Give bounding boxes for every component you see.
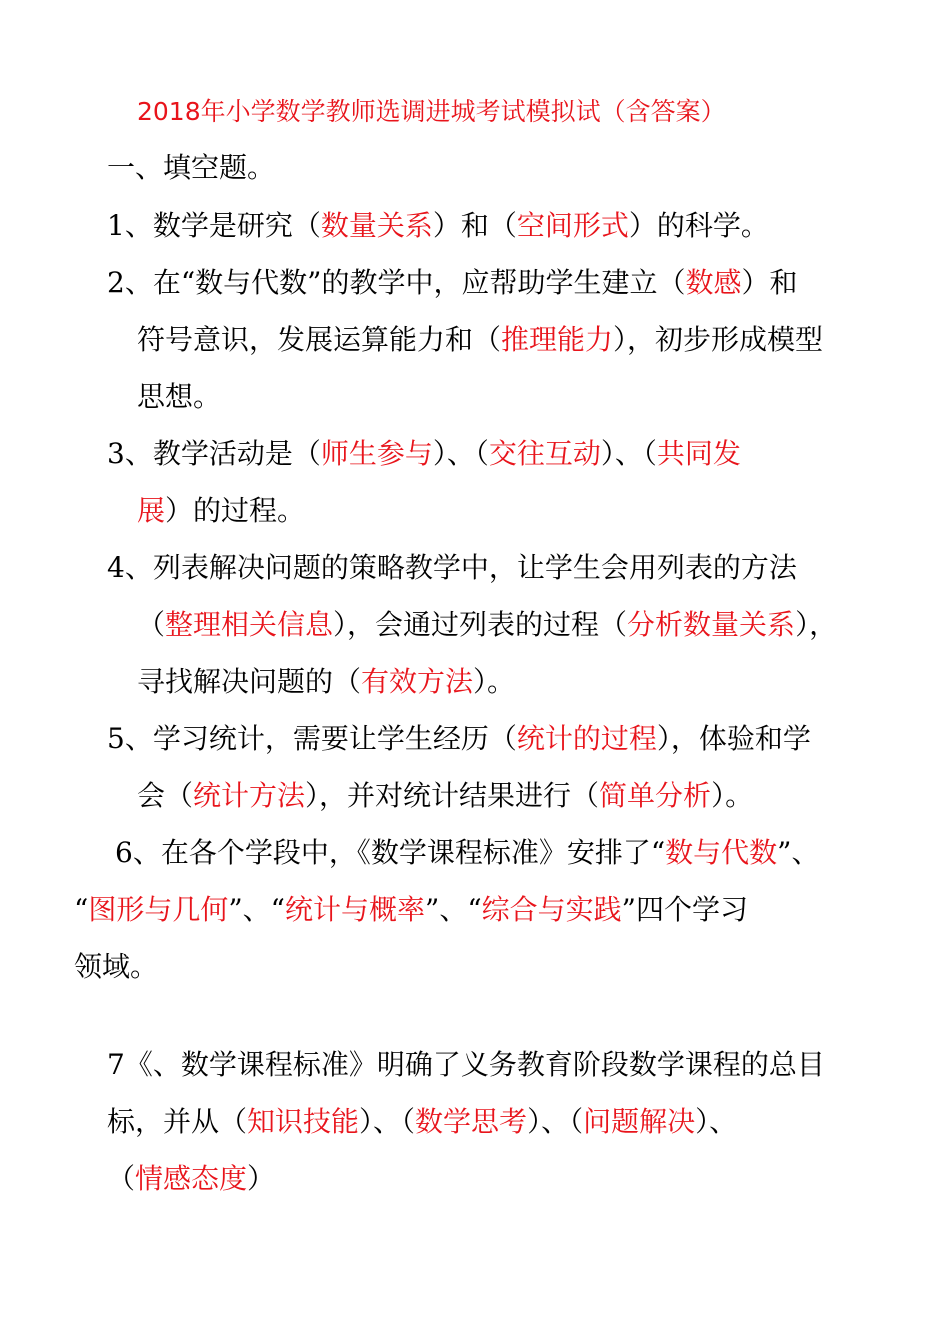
- q5-text: 会（: [137, 779, 194, 812]
- question-3-line-2: [137, 493, 305, 529]
- q5-answer-2: 统计方法: [193, 779, 306, 812]
- question-2-line-3: 思想。: [137, 380, 222, 413]
- question-4-line-3: [137, 664, 515, 700]
- q3-text: ）的过程。: [165, 494, 306, 527]
- question-1: [107, 208, 769, 244]
- q5-text: ），体验和学: [656, 722, 811, 755]
- q1-text-b: ）和（: [432, 209, 517, 242]
- question-7-line-3: [107, 1161, 275, 1197]
- q3-answer-1: 师生参与: [320, 437, 433, 470]
- q3-text: ）、（: [432, 437, 489, 470]
- question-5-line-2: [137, 778, 753, 814]
- section-heading: 一、填空题。: [107, 151, 276, 184]
- q6-answer-3: 统计与概率: [284, 893, 425, 926]
- q7-answer-1: 知识技能: [247, 1105, 360, 1138]
- q6-text: ”、“: [228, 893, 285, 926]
- q3-text: 3、教学活动是（: [107, 437, 321, 470]
- q5-answer-1: 统计的过程: [516, 722, 657, 755]
- question-6-line-3: 领域。: [74, 950, 159, 983]
- question-6-line-1: [115, 835, 819, 871]
- question-3-line-1: [107, 436, 741, 472]
- q7-answer-2: 数学思考: [415, 1105, 528, 1138]
- q3-answer-3: 共同发: [656, 437, 741, 470]
- q4-answer-3: 有效方法: [361, 665, 474, 698]
- q4-text: ），: [795, 608, 838, 641]
- q4-text: ），会通过列表的过程（: [333, 608, 628, 641]
- q7-answer-4: 情感态度: [135, 1162, 248, 1195]
- q4-text: ）。: [473, 665, 516, 698]
- q2-text: 符号意识，发展运算能力和（: [137, 323, 502, 356]
- q4-text: （: [137, 608, 166, 641]
- page-title: 2018年小学数学教师选调进城考试模拟试（含答案）: [137, 97, 726, 126]
- q7-text: （: [107, 1162, 136, 1195]
- q2-answer-2: 推理能力: [501, 323, 614, 356]
- q5-text: ），并对统计结果进行（: [305, 779, 600, 812]
- q5-text: 5、学习统计，需要让学生经历（: [107, 722, 517, 755]
- question-2-line-1: [107, 265, 797, 301]
- question-7-line-2: [107, 1104, 737, 1140]
- q6-text: 6、在各个学段中，《数学课程标准》安排了“: [115, 836, 666, 869]
- q2-text: ）和: [741, 266, 798, 299]
- q1-text-c: ）的科学。: [628, 209, 769, 242]
- q5-text: ）。: [711, 779, 754, 812]
- q6-text: ”、“: [425, 893, 482, 926]
- q6-text: ”四个学习: [621, 893, 748, 926]
- q6-text: ”、: [777, 836, 820, 869]
- q6-answer-2: 图形与几何: [88, 893, 229, 926]
- q7-answer-3: 问题解决: [583, 1105, 696, 1138]
- question-7-line-1: 7《、数学课程标准》明确了义务教育阶段数学课程的总目: [107, 1048, 825, 1081]
- q1-text-a: 1、数学是研究（: [107, 209, 321, 242]
- q7-text: ）、: [695, 1105, 738, 1138]
- q3-answer-2: 交往互动: [488, 437, 601, 470]
- question-6-line-2: [74, 892, 748, 928]
- question-2-line-2: [137, 322, 823, 358]
- question-4-line-2: [137, 607, 837, 643]
- q7-text: ）: [247, 1162, 276, 1195]
- q6-answer-4: 综合与实践: [481, 893, 622, 926]
- q4-text: 寻找解决问题的（: [137, 665, 362, 698]
- q3-text: ）、（: [600, 437, 657, 470]
- q7-text: ）、（: [527, 1105, 584, 1138]
- q6-text: “: [74, 893, 89, 926]
- q4-answer-1: 整理相关信息: [165, 608, 334, 641]
- q4-answer-2: 分析数量关系: [627, 608, 796, 641]
- q2-text: 2、在“数与代数”的教学中，应帮助学生建立（: [107, 266, 686, 299]
- q7-text: 标，并从（: [107, 1105, 248, 1138]
- q1-answer-2: 空间形式: [516, 209, 629, 242]
- q6-answer-1: 数与代数: [665, 836, 778, 869]
- q2-answer-1: 数感: [685, 266, 742, 299]
- q1-answer-1: 数量关系: [320, 209, 433, 242]
- question-5-line-1: [107, 721, 811, 757]
- question-4-line-1: 4、列表解决问题的策略教学中，让学生会用列表的方法: [107, 551, 797, 584]
- q7-text: ）、（: [359, 1105, 416, 1138]
- q2-text: ），初步形成模型: [613, 323, 824, 356]
- q5-answer-3: 简单分析: [599, 779, 712, 812]
- q3-answer-3-cont: 展: [137, 494, 166, 527]
